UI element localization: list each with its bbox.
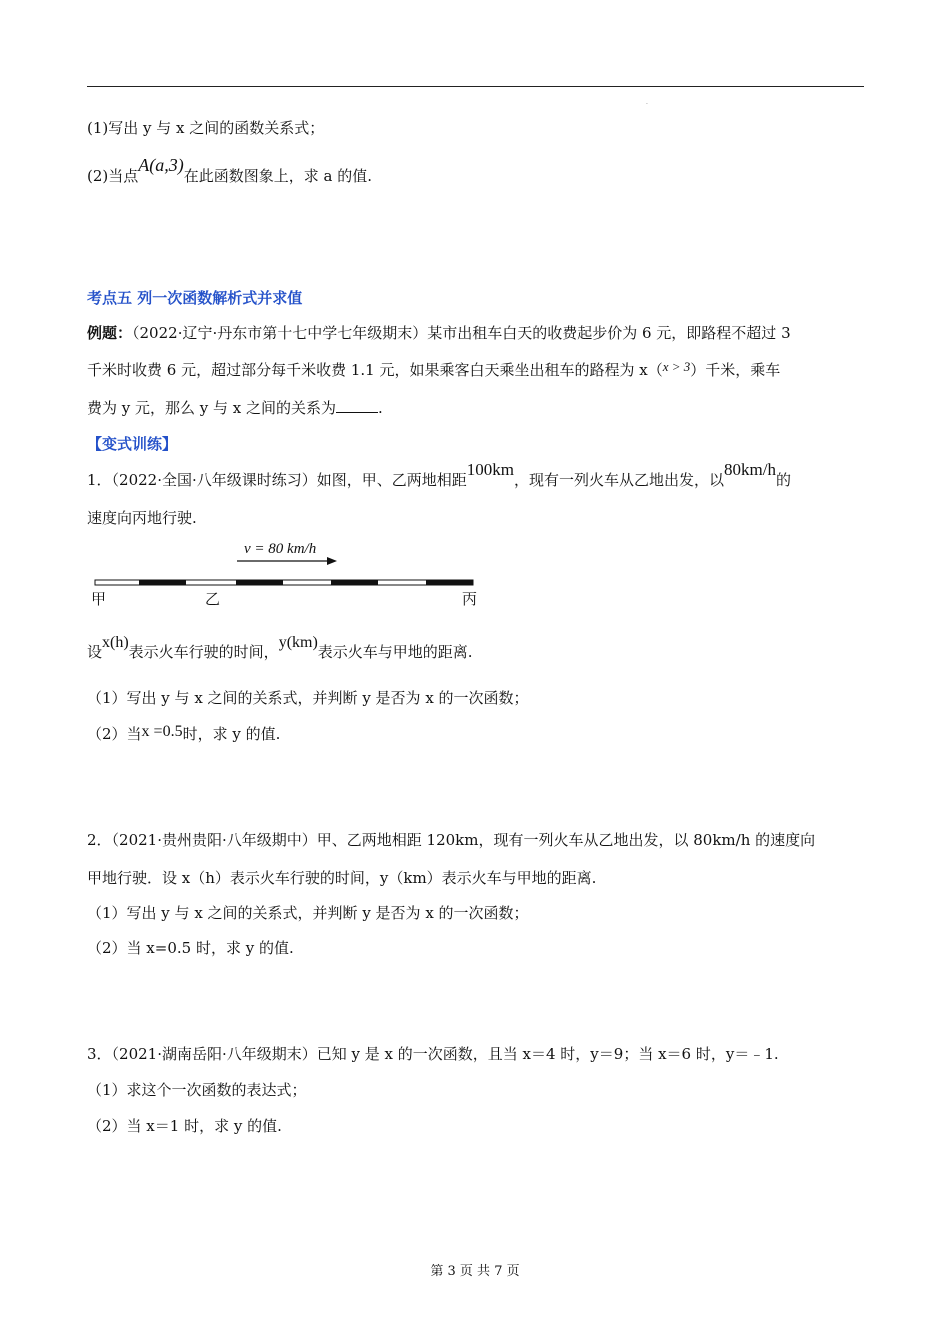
prev-q2 [87,155,372,187]
p1-text-1-pre: 1．（2022·全国·八年级课时练习）如图，甲、乙两地相距 [87,471,467,489]
example-condition: x > 3 [662,359,691,374]
p1-line-3 [87,634,473,664]
example-text-3-pre: 费为 y 元，那么 y 与 x 之间的关系为 [87,399,337,417]
example-text-3-post: . [378,399,383,417]
answer-blank [336,398,378,413]
label-bing: 丙 [462,592,478,608]
train-figure [87,533,487,611]
p3-q1: （1）求这个一次函数的表达式； [87,1081,307,1099]
p1-text-3-mid: 表示火车行驶的时间， [128,643,279,661]
p1-text-1-mid: ，现有一列火车从乙地出发，以 [514,471,725,489]
p2-q2: （2）当 x=0.5 时，求 y 的值. [87,939,294,957]
p1-q2-pre: （2）当 [87,725,142,743]
prev-q1: (1)写出 y 与 x 之间的函数关系式； [87,119,325,137]
prev-q2-pre: (2)当点 [87,167,139,185]
p1-x-hours: x(h) [102,634,129,651]
p2-line-2: 甲地行驶．设 x（h）表示火车行驶的时间，y（km）表示火车与甲地的距离. [87,869,597,887]
velocity-label: v = 80 km/h [244,541,317,557]
track-segment-3 [331,580,378,585]
example-text-2-post: ）千米，乘车 [690,361,781,379]
label-jia: 甲 [91,592,107,608]
example-line-2 [87,359,780,382]
example-text-2-pre: 千米时收费 6 元，超过部分每千米收费 1.1 元，如果乘客白天乘坐出租车的路程为 x（ [87,361,663,379]
p3-line-1: 3．（2021·湖南岳阳·八年级期末）已知 y 是 x 的一次函数，且当 x＝4 时，y＝9；当 x＝6 时，y＝﹣1. [87,1045,779,1063]
page-footer: 第 3 页 共 7 页 [430,1264,520,1279]
header-rule [87,86,864,87]
track-segment-1 [139,580,186,585]
label-yi: 乙 [205,592,221,608]
p1-x-value: x =0.5 [141,723,183,740]
header-dot: . [646,99,648,106]
p1-text-3-pre: 设 [87,643,103,661]
p1-speed: 80km/h [724,460,776,479]
p2-q1: （1）写出 y 与 x 之间的关系式，并判断 y 是否为 x 的一次函数； [87,904,529,922]
p1-text-1-post: 的 [775,471,791,489]
track-segment-2 [236,580,283,585]
p1-line-1 [87,460,791,491]
arrow-head [327,557,337,565]
example-line-1 [87,322,791,344]
p2-line-1: 2．（2021·贵州贵阳·八年级期中）甲、乙两地相距 120km，现有一列火车从乙地出发，以 80km/h 的速度向 [87,831,816,849]
p1-y-km: y(km) [278,634,318,651]
section-title: 考点五 列一次函数解析式并求值 [87,289,303,307]
track-segment-4 [426,580,473,585]
p3-q2: （2）当 x＝1 时，求 y 的值. [87,1117,282,1135]
example-label: 例题： [87,324,133,342]
variant-title: 【变式训练】 [87,435,178,453]
example-line-3 [87,397,383,419]
p1-distance: 100km [466,460,514,479]
prev-q2-post: 在此函数图象上，求 a 的值. [183,167,372,185]
p1-q2-post: 时，求 y 的值. [182,725,281,743]
example-text-1: （2022·辽宁·丹东市第十七中学七年级期末）某市出租车白天的收费起步价为 6 元，即路程不超过 3 [132,324,791,342]
p1-q2 [87,723,280,746]
p1-line-2: 速度向丙地行驶. [87,509,197,527]
p1-q1: （1）写出 y 与 x 之间的关系式，并判断 y 是否为 x 的一次函数； [87,689,529,707]
point-a: A(a,3) [138,155,184,175]
p1-text-3-post: 表示火车与甲地的距离. [317,643,473,661]
